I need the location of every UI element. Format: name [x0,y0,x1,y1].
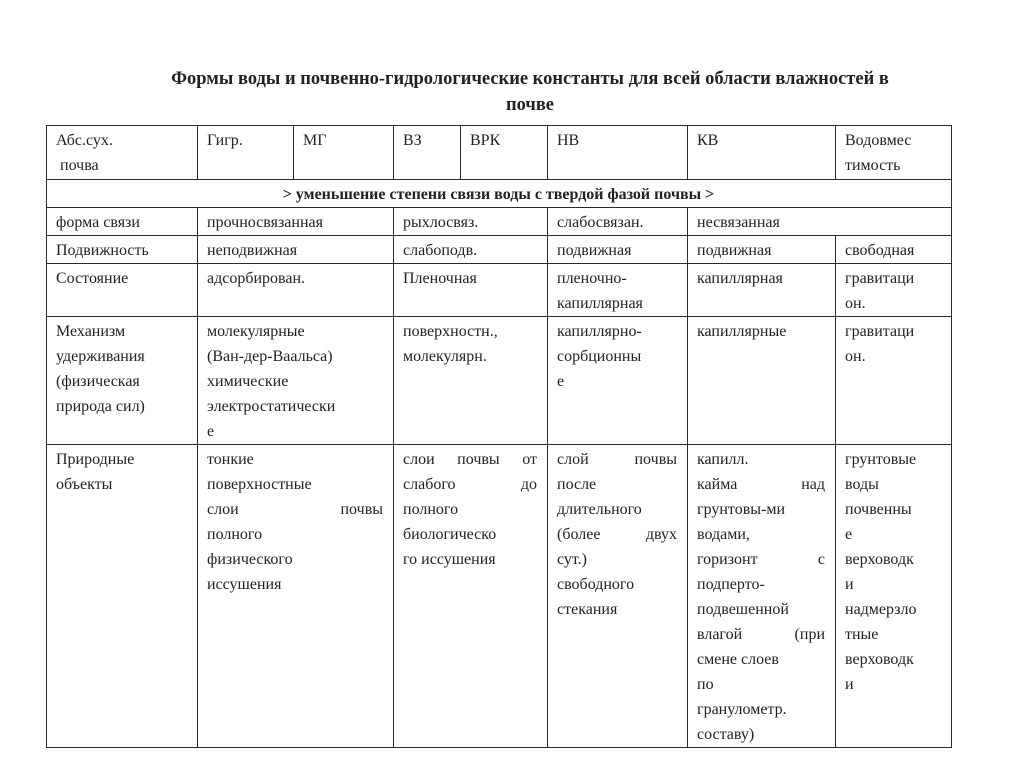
cell-bond-strong: прочносвязанная [198,208,394,236]
cell-bond-unbound: несвязанная [688,208,952,236]
row-label-mobility: Подвижность [47,236,198,264]
header-vz: ВЗ [394,126,461,180]
cell-objects-thin-layers: тонкие поверхностные слои почвы полного физического иссушения [198,445,394,748]
cell-bond-loose: рыхлосвяз. [394,208,548,236]
header-hygro: Гигр. [198,126,294,180]
cell-objects-capillary-fringe: капилл. кайма над грунтовы-ми водами, горизонт с подперто- подвешенной влагой (при смене слоев по гранулометр. составу) [688,445,836,748]
cell-mobility-mobile-2: подвижная [688,236,836,264]
title-line-2: почве [505,95,555,115]
row-label-mechanism: Механизм удерживания (физическая природа сил) [47,317,198,445]
cell-state-film-capillary: пленочно- капиллярная [548,264,688,317]
header-abs-dry: Абс.сух. почва [47,126,198,180]
row-label-state: Состояние [47,264,198,317]
cell-mobility-weak: слабоподв. [394,236,548,264]
cell-mechanism-gravity: гравитаци он. [836,317,952,445]
cell-objects-soil-layers: слои почвы от слабого до полного биологическо го иссушения [394,445,548,748]
header-vrk: ВРК [461,126,548,180]
cell-mobility-mobile: подвижная [548,236,688,264]
binding-decrease-banner: > уменьшение степени связи воды с твердой фазой почвы > [47,180,952,208]
cell-bond-weak: слабосвязан. [548,208,688,236]
header-nv: НВ [548,126,688,180]
cell-objects-groundwater: грунтовые воды почвенны е верховодк и надмерзло тные верховодк и [836,445,952,748]
cell-state-gravity: гравитаци он. [836,264,952,317]
row-label-objects: Природные объекты [47,445,198,748]
table-row [47,208,952,236]
cell-objects-soil-layer-drainage: слой почвы после длительного (более двух сут.) свободного стекания [548,445,688,748]
table-row [47,317,952,445]
cell-mechanism-molecular: молекулярные (Ван-дер-Ваальса) химические электростатически е [198,317,394,445]
cell-mechanism-capillary: капиллярные [688,317,836,445]
title-line-1: Формы воды и почвенно-гидрологические константы для всей области влажностей в [171,69,889,89]
cell-mechanism-capillary-sorption: капиллярно- сорбционны е [548,317,688,445]
table-row [47,445,952,748]
banner-row [47,180,952,208]
header-kv: КВ [688,126,836,180]
cell-state-film: Пленочная [394,264,548,317]
cell-mechanism-surface: поверхностн., молекулярн. [394,317,548,445]
cell-mobility-immobile: неподвижная [198,236,394,264]
cell-mobility-free: свободная [836,236,952,264]
row-label-bond: форма связи [47,208,198,236]
page-title [60,66,1000,118]
header-capacity: Водовмес тимость [836,126,952,180]
table-header-row [47,126,952,180]
table-row [47,264,952,317]
cell-state-adsorbed: адсорбирован. [198,264,394,317]
table-row [47,236,952,264]
water-constants-table [46,125,952,748]
cell-state-capillary: капиллярная [688,264,836,317]
header-mg: МГ [294,126,394,180]
